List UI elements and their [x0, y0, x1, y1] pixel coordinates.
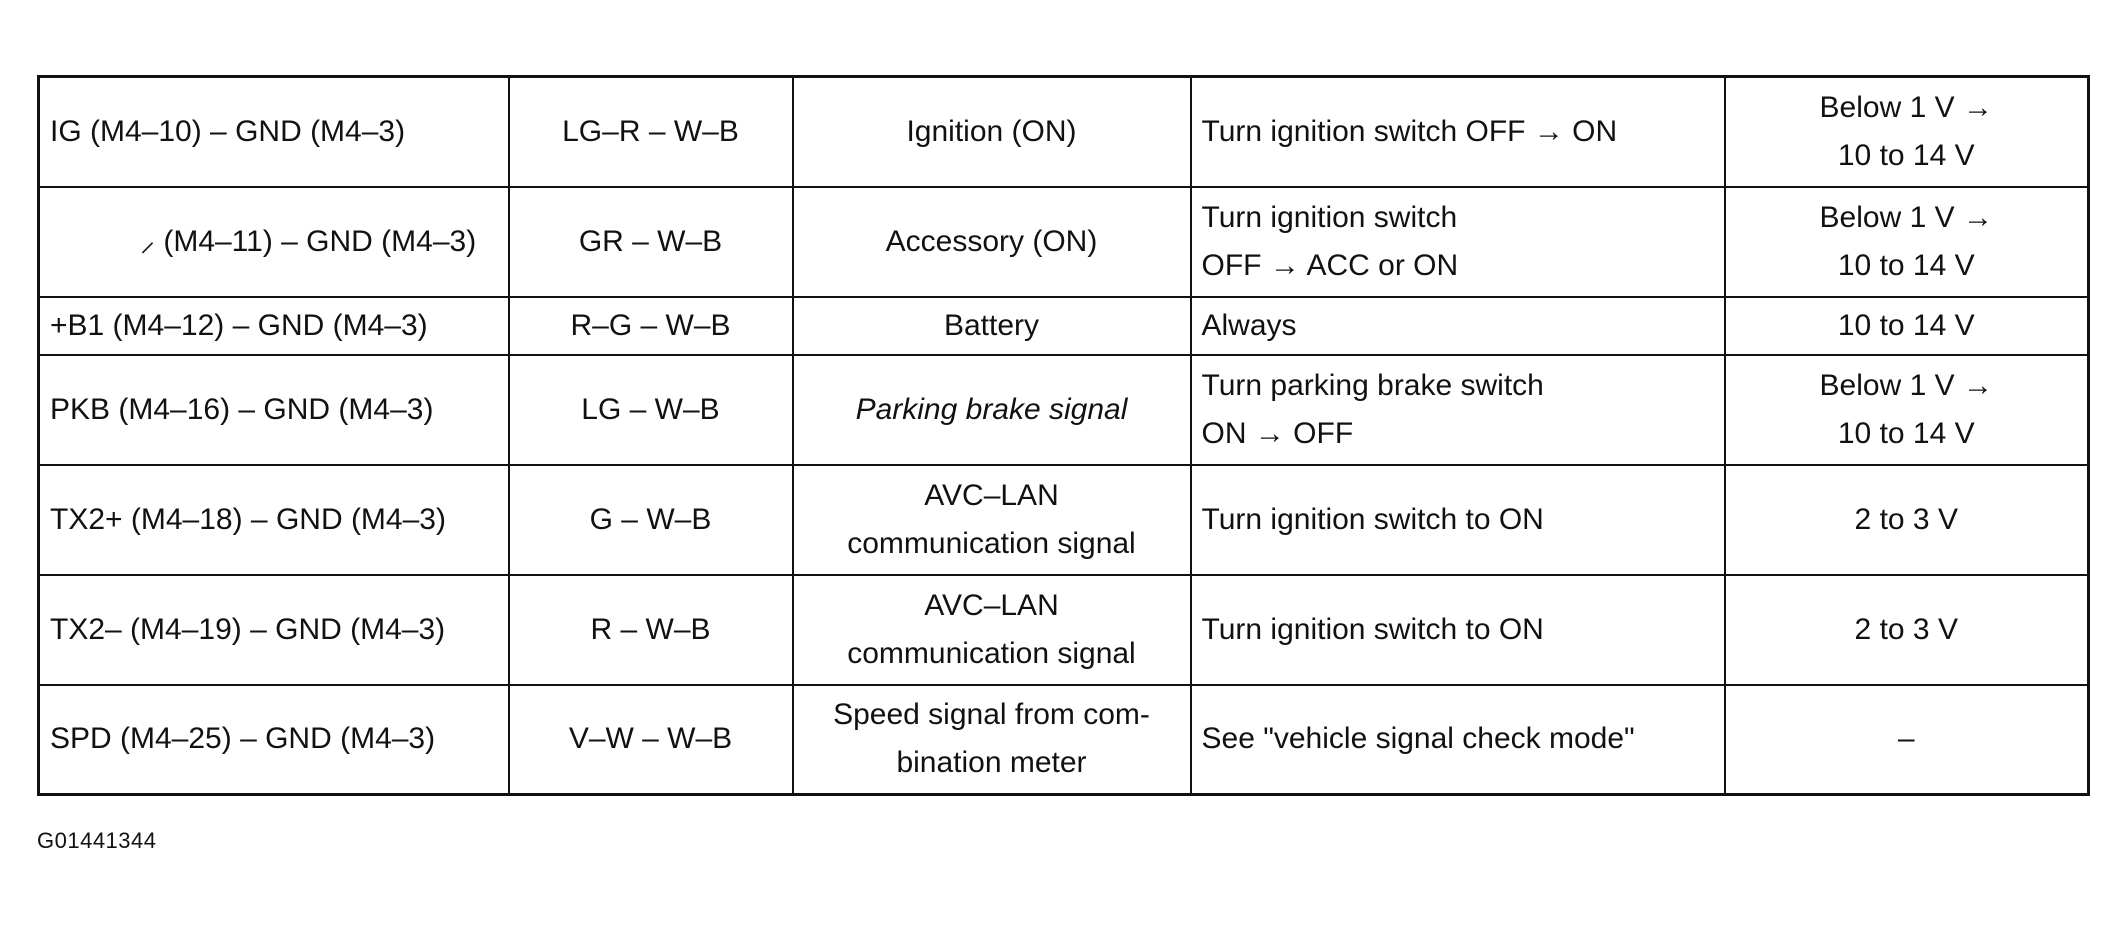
- wire-color-cell: [509, 575, 793, 685]
- table-body: [39, 77, 2089, 795]
- wire-color-cell: [509, 297, 793, 355]
- spec-cell: [1725, 465, 2089, 575]
- spec-text: –: [1897, 722, 1915, 756]
- spec-cell: [1725, 187, 2089, 297]
- spec-cell: [1725, 685, 2089, 795]
- table-row: [39, 77, 2089, 187]
- condition-cell: [793, 465, 1191, 575]
- spec-text: 10 to 14 V: [1837, 308, 1975, 342]
- spec-text: 10 to 14 V: [1837, 416, 1975, 450]
- condition-cell: [793, 685, 1191, 795]
- condition-cell: [793, 297, 1191, 355]
- action-cell: [1191, 685, 1725, 795]
- terminal-cell: [39, 77, 509, 187]
- terminal-cell: [39, 187, 509, 297]
- table-row: [39, 355, 2089, 465]
- wire-color-cell: [509, 355, 793, 465]
- action-cell: [1191, 355, 1725, 465]
- terminal-spec-table: [37, 75, 2090, 796]
- action-cell: [1191, 465, 1725, 575]
- action-text: Always: [1201, 308, 1297, 342]
- terminal-text: IG (M4–10) – GND (M4–3): [50, 114, 406, 148]
- wire-color-cell: [509, 685, 793, 795]
- condition-text: Speed signal from com-: [833, 698, 1150, 732]
- spec-text: 2 to 3 V: [1854, 612, 1958, 646]
- spec-text: 10 to 14 V: [1837, 248, 1975, 282]
- wire-color-cell: [509, 77, 793, 187]
- wire-color-text: R–G – W–B: [570, 308, 731, 342]
- figure-code: G01441344: [37, 828, 157, 853]
- terminal-text: SPD (M4–25) – GND (M4–3): [50, 722, 436, 756]
- condition-cell: [793, 77, 1191, 187]
- terminal-text: PKB (M4–16) – GND (M4–3): [50, 392, 434, 426]
- condition-text: bination meter: [896, 746, 1087, 780]
- action-text: See "vehicle signal check mode": [1201, 722, 1635, 756]
- terminal-text: ⸝ (M4–11) – GND (M4–3): [140, 224, 477, 258]
- action-cell: [1191, 575, 1725, 685]
- terminal-cell: [39, 685, 509, 795]
- spec-cell: [1725, 355, 2089, 465]
- condition-text: Ignition (ON): [906, 114, 1077, 148]
- wire-color-text: GR – W–B: [578, 224, 723, 258]
- condition-text: communication signal: [847, 526, 1136, 560]
- condition-text: Battery: [943, 308, 1040, 342]
- terminal-cell: [39, 465, 509, 575]
- wire-color-cell: [509, 187, 793, 297]
- spec-text: 10 to 14 V: [1837, 138, 1975, 172]
- spec-text: Below 1 V →: [1819, 368, 1993, 402]
- wire-color-text: G – W–B: [589, 502, 712, 536]
- action-cell: [1191, 297, 1725, 355]
- table-row: [39, 685, 2089, 795]
- wire-color-text: LG–R – W–B: [562, 114, 739, 148]
- wire-color-cell: [509, 465, 793, 575]
- action-text: Turn ignition switch OFF → ON: [1201, 114, 1618, 148]
- terminal-text: TX2– (M4–19) – GND (M4–3): [50, 612, 446, 646]
- action-text: Turn ignition switch to ON: [1201, 612, 1544, 646]
- action-text: Turn ignition switch: [1201, 200, 1458, 234]
- spec-cell: [1725, 77, 2089, 187]
- action-text: Turn parking brake switch: [1201, 368, 1544, 402]
- condition-cell: [793, 575, 1191, 685]
- spec-cell: [1725, 575, 2089, 685]
- spec-cell: [1725, 297, 2089, 355]
- condition-text: Parking brake signal: [855, 392, 1128, 426]
- condition-text: Accessory (ON): [885, 224, 1098, 258]
- terminal-cell: [39, 297, 509, 355]
- spec-text: 2 to 3 V: [1854, 502, 1958, 536]
- terminal-text: TX2+ (M4–18) – GND (M4–3): [50, 502, 446, 536]
- condition-text: AVC–LAN: [924, 478, 1059, 512]
- condition-cell: [793, 355, 1191, 465]
- action-text: OFF → ACC or ON: [1201, 248, 1459, 282]
- spec-text: Below 1 V →: [1819, 90, 1993, 124]
- action-cell: [1191, 77, 1725, 187]
- table-row: [39, 187, 2089, 297]
- condition-text: AVC–LAN: [924, 588, 1059, 622]
- wire-color-text: LG – W–B: [581, 392, 720, 426]
- condition-text: communication signal: [847, 636, 1136, 670]
- terminal-cell: [39, 575, 509, 685]
- action-text: ON → OFF: [1201, 416, 1354, 450]
- table-row: [39, 465, 2089, 575]
- table-row: [39, 575, 2089, 685]
- wire-color-text: V–W – W–B: [568, 722, 733, 756]
- terminal-text: +B1 (M4–12) – GND (M4–3): [50, 308, 428, 342]
- spec-text: Below 1 V →: [1819, 200, 1993, 234]
- condition-cell: [793, 187, 1191, 297]
- terminal-cell: [39, 355, 509, 465]
- action-cell: [1191, 187, 1725, 297]
- action-text: Turn ignition switch to ON: [1201, 502, 1544, 536]
- wire-color-text: R – W–B: [590, 612, 711, 646]
- table-row: [39, 297, 2089, 355]
